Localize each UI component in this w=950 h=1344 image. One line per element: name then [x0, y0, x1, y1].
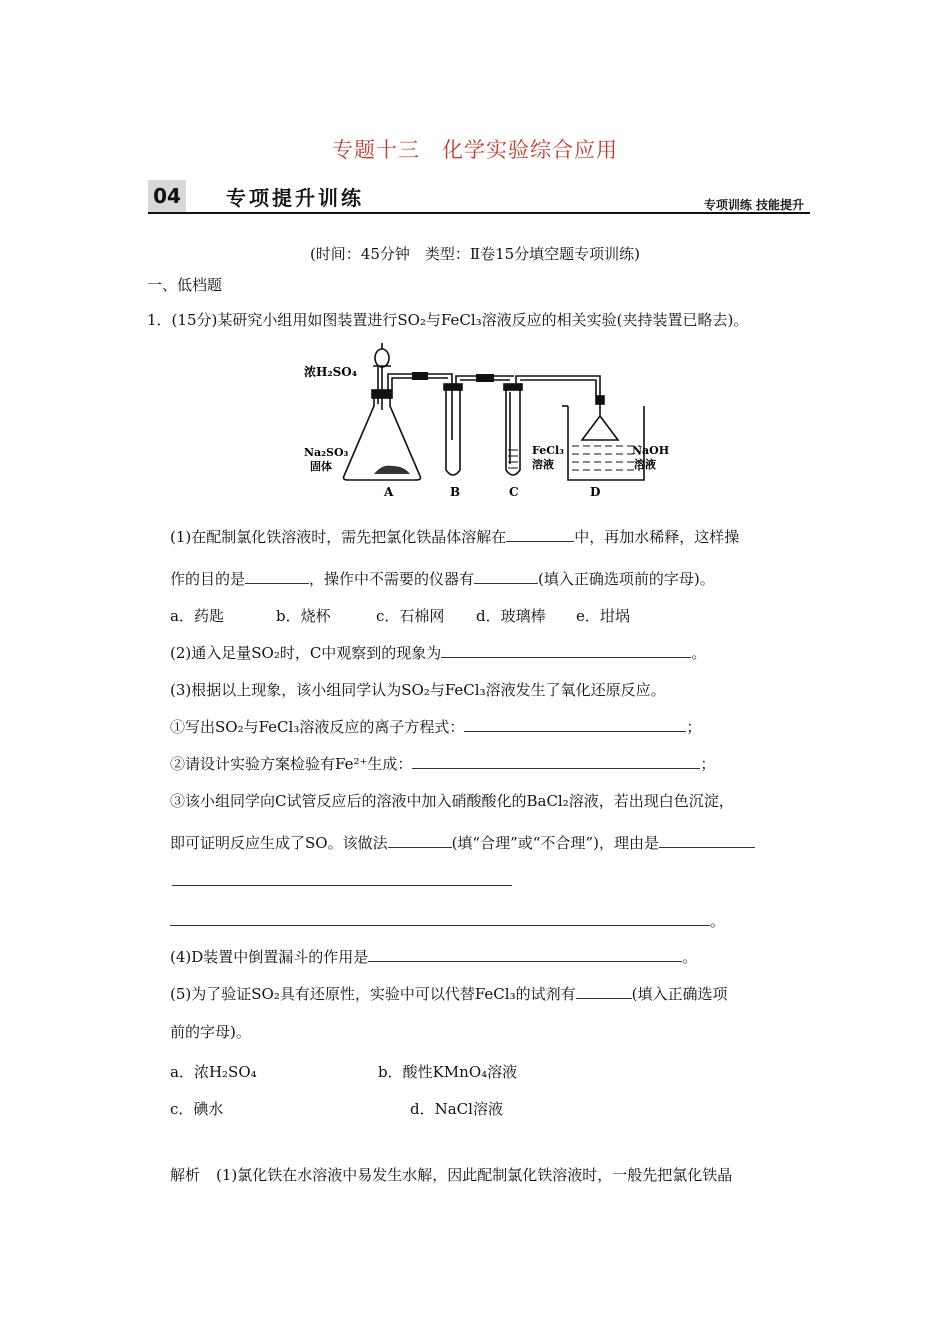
- answer-blank-10[interactable]: [368, 947, 682, 962]
- answer-blank-2[interactable]: [245, 569, 309, 584]
- label-d: D: [590, 485, 601, 499]
- label-a: A: [384, 485, 394, 499]
- answer-blank-4[interactable]: [441, 643, 691, 658]
- part-3-3-line-4: 。: [170, 910, 725, 931]
- answer-blank-1[interactable]: [506, 527, 574, 542]
- page-title: 专题十三 化学实验综合应用: [332, 138, 618, 162]
- banner-underline: [148, 212, 810, 214]
- banner-tag: 专项训练 技能提升: [703, 198, 804, 212]
- label-naoh-solution: 溶液: [634, 458, 656, 471]
- option-b: b．烧杯: [276, 607, 331, 625]
- label-solid: 固体: [310, 460, 332, 473]
- question-stem: 1．(15分)某研究小组用如图装置进行SO₂与FeCl₃溶液反应的相关实验(夹持装置已略去)。: [147, 311, 749, 329]
- answer-blank-6[interactable]: [412, 754, 700, 769]
- exam-subtitle: (时间：45分钟 类型：Ⅱ卷15分填空题专项训练): [309, 245, 641, 263]
- part-3-3-line-1: ③该小组同学向C试管反应后的溶液中加入硝酸酸化的BaCl₂溶液，若出现白色沉淀，: [170, 792, 734, 810]
- part-5-line-1: (5)为了验证SO₂具有还原性，实验中可以代替FeCl₃的试剂有 (填入正确选项: [170, 985, 728, 1003]
- option-e: e．坩埚: [576, 607, 630, 625]
- apparatus-diagram: [300, 340, 680, 502]
- option-a: a．药匙: [170, 607, 224, 625]
- section-number-badge: 04: [148, 180, 186, 212]
- section-banner: [148, 180, 810, 214]
- part-2: (2)通入足量SO₂时，C中观察到的现象为 。: [170, 644, 707, 662]
- option-5a: a．浓H₂SO₄: [170, 1063, 257, 1081]
- answer-blank-7[interactable]: [388, 833, 452, 848]
- answer-blank-3[interactable]: [474, 569, 538, 584]
- option-c: c．石棉网: [376, 607, 445, 625]
- part-1-line-1: (1)在配制氯化铁溶液时，需先把氯化铁晶体溶解在 中，再加水稀释，这样操: [170, 528, 740, 546]
- part-3-2: ②请设计实验方案检验有Fe²⁺生成： ；: [170, 755, 716, 773]
- option-5b: b．酸性KMnO₄溶液: [378, 1063, 518, 1081]
- label-conc-h2so4: 浓H₂SO₄: [304, 365, 357, 379]
- label-na2so3: Na₂SO₃: [304, 446, 349, 459]
- part-1-options: [170, 605, 630, 626]
- option-d: d．玻璃棒: [476, 607, 546, 625]
- analysis-label: 解析: [170, 1166, 201, 1184]
- analysis-text: (1)氯化铁在水溶液中易发生水解，因此配制氯化铁溶液时，一般先把氯化铁晶: [216, 1166, 733, 1184]
- label-fecl3-solution: 溶液: [532, 458, 554, 471]
- label-fecl3: FeCl₃: [532, 444, 564, 457]
- part-3: (3)根据以上现象，该小组同学认为SO₂与FeCl₃溶液发生了氧化还原反应。: [170, 681, 666, 699]
- option-5c: c．碘水: [170, 1100, 224, 1118]
- label-naoh: NaOH: [632, 444, 670, 457]
- answer-blank-11[interactable]: [576, 984, 632, 999]
- part-5-line-2: 前的字母)。: [170, 1023, 251, 1041]
- banner-title: 专项提升训练: [226, 186, 364, 210]
- label-c: C: [509, 485, 519, 499]
- answer-line-1[interactable]: [172, 885, 512, 886]
- option-5d: d．NaCl溶液: [410, 1100, 503, 1118]
- part-1-line-2: 作的目的是 ，操作中不需要的仪器有 (填入正确选项前的字母)。: [170, 570, 715, 588]
- label-b: B: [450, 485, 461, 499]
- solid-na2so3: [374, 466, 410, 474]
- part-3-3-line-2: 即可证明反应生成了SO。该做法 (填“合理”或“不合理”)，理由是: [170, 832, 755, 853]
- analysis: [170, 1164, 732, 1185]
- section-heading: 一、低档题: [147, 276, 223, 294]
- answer-blank-9[interactable]: [170, 911, 710, 926]
- part-3-1: ①写出SO₂与FeCl₃溶液反应的离子方程式： ；: [170, 718, 702, 736]
- answer-blank-8[interactable]: [659, 833, 755, 848]
- answer-blank-5[interactable]: [464, 717, 686, 732]
- part-4: (4)D装置中倒置漏斗的作用是 。: [170, 948, 698, 966]
